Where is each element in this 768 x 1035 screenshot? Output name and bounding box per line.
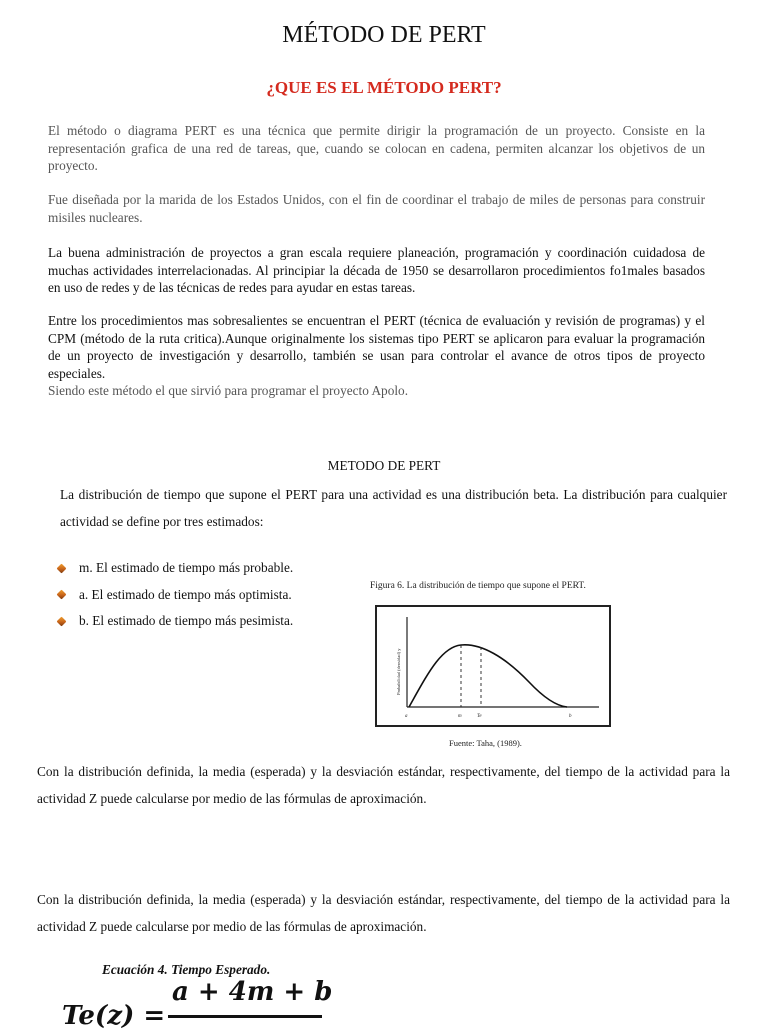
estimates-list: [58, 555, 293, 635]
x-label-a: a: [405, 714, 408, 719]
figure-caption: Figura 6. La distribución de tiempo que supone el PERT.: [370, 581, 586, 591]
fraction-bar: [168, 1015, 322, 1018]
paragraph-procedures: Entre los procedimientos mas sobresalientes se encuentran el PERT (técnica de evaluación y revisión de programas) y el CPM (método de la ruta critica).Aunque originalmente los sistemas tipo PERT se aplicaron para evaluar la programación de un proyecto de investigación y desarrollo, también se usan para controlar el avance de otros tipos de proyecto especiales.: [48, 313, 705, 381]
list-item-text: a. El estimado de tiempo más optimista.: [79, 586, 292, 602]
section-subtitle: ¿QUE ES EL MÉTODO PERT?: [266, 78, 502, 97]
list-item: [58, 582, 293, 609]
x-label-te: Te: [477, 714, 482, 719]
paragraph-origin: Fue diseñada por la marida de los Estados Unidos, con el fin de coordinar el trabajo de miles de personas para construir misiles nucleares.: [48, 192, 705, 225]
beta-distribution-plot: [377, 607, 609, 725]
expected-time-formula: [62, 975, 362, 1035]
list-item: [58, 608, 293, 635]
beta-curve: [409, 645, 567, 707]
x-label-m: m: [458, 714, 462, 719]
page-title: MÉTODO DE PERT: [282, 22, 486, 48]
paragraph-distribution: La distribución de tiempo que supone el PERT para una actividad es una distribución beta. La distribución para cualquier actividad se define por tres estimados:: [60, 487, 727, 529]
paragraph-formula-intro: Con la distribución definida, la media (esperada) y la desviación estándar, respectivamente, del tiempo de la actividad para la actividad Z puede calcularse por medio de las fórmulas de aproximación.: [37, 764, 730, 806]
section-heading: METODO DE PERT: [327, 458, 441, 473]
bullet-icon: [57, 590, 67, 600]
list-item: [58, 555, 293, 582]
paragraph-administration: La buena administración de proyectos a gran escala requiere planeación, programación y coordinación cuidadosa de muchas actividades interrelacionadas. Al principiar la década de 1950 se desarrollaron procedimientos fo1males basados en uso de redes y de las técnicas de redes para ayudar en estas tareas.: [48, 245, 705, 295]
formula-numerator: a + 4m + b: [172, 977, 333, 1007]
paragraph-apollo: Siendo este método el que sirvió para programar el proyecto Apolo.: [48, 383, 409, 398]
bullet-icon: [57, 563, 67, 573]
bullet-icon: [57, 616, 67, 626]
equation-label: Ecuación 4. Tiempo Esperado.: [102, 962, 271, 977]
list-item-text: m. El estimado de tiempo más probable.: [79, 560, 294, 576]
y-axis-label: Probabilidad (densidad) y: [396, 648, 401, 695]
list-item-text: b. El estimado de tiempo más pesimista.: [79, 613, 294, 629]
x-label-b: b: [569, 714, 572, 719]
formula-lhs: Te(z) =: [62, 1001, 166, 1031]
paragraph-formula-intro-repeat: Con la distribución definida, la media (esperada) y la desviación estándar, respectivamente, del tiempo de la actividad para la actividad Z puede calcularse por medio de las fórmulas de aproximación.: [37, 892, 730, 934]
figure-source: Fuente: Taha, (1989).: [449, 738, 522, 748]
beta-distribution-figure: [375, 605, 611, 727]
paragraph-definition: El método o diagrama PERT es una técnica que permite dirigir la programación de un proyecto. Consiste en la representación grafica de una red de tareas, que, cuando se colocan en cadena, permiten alcanzar los objetivos de un proyecto.: [48, 123, 705, 173]
